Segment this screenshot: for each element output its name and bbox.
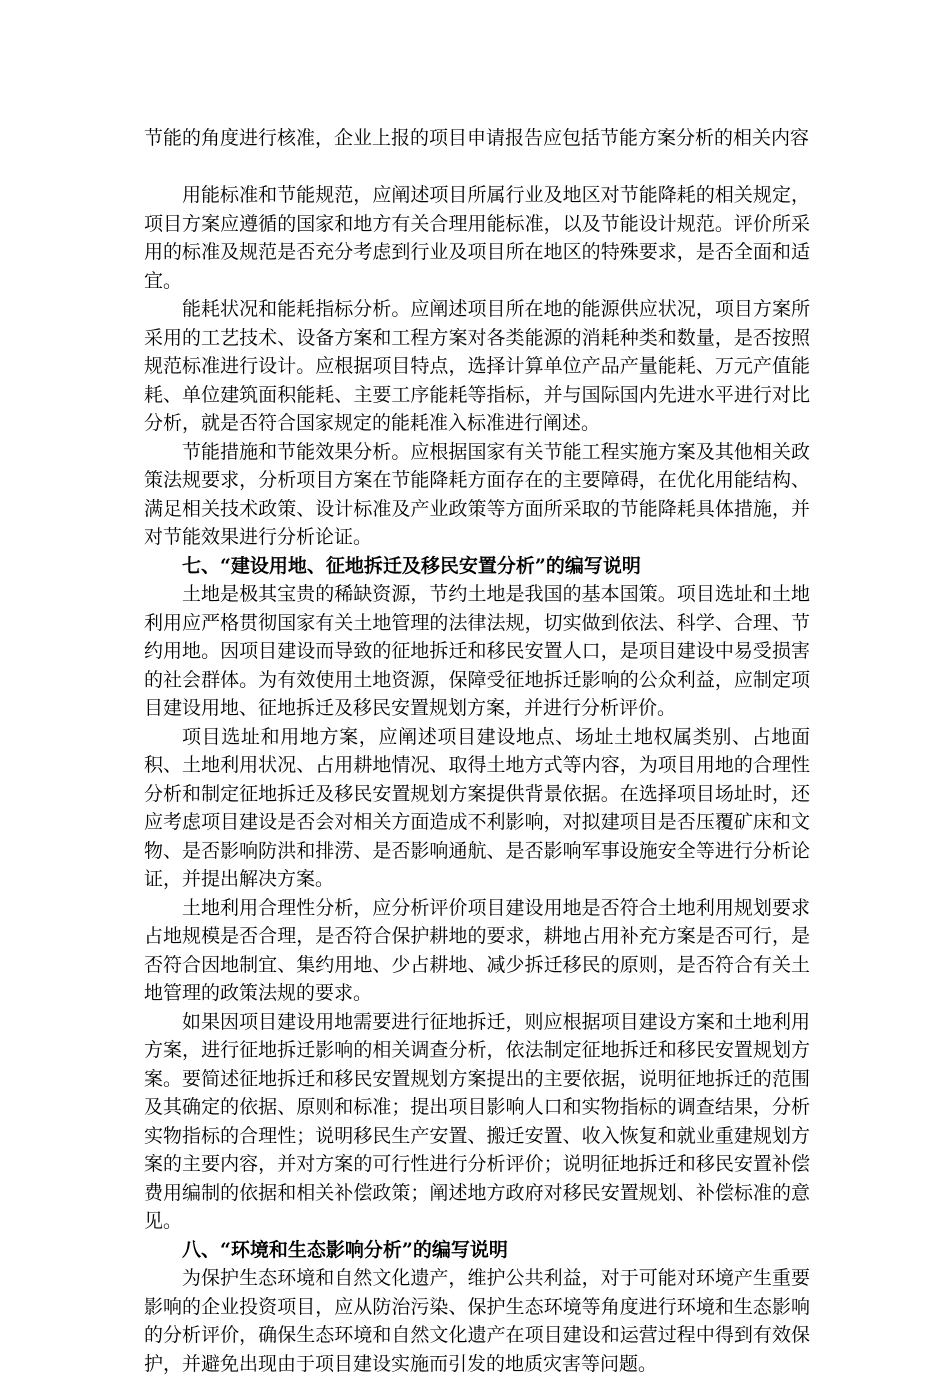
paragraph-relocation: 如果因项目建设用地需要进行征地拆迁，则应根据项目建设方案和土地利用方案，进行征地拆迁影响的相关调查分析，依法制定征地拆迁和移民安置规划方案。要简述征地拆迁和移民安置规划方案提出的主要依据，说明征地拆迁的范围及其确定的依据、原则和标准；提出项目影响人口和实物指标的调查结果，分析实物指标的合理性；说明移民生产安置、搬迁安置、收入恢复和就业重建规划方案的主要内容，并对方案的可行性进行分析评价；说明征地拆迁和移民安置补偿费用编制的依据和相关补偿政策；阐述地方政府对移民安置规划、补偿标准的意见。 bbox=[144, 1010, 810, 1232]
paragraph-land-use-analysis: 土地利用合理性分析，应分析评价项目建设用地是否符合土地利用规划要求占地规模是否合理，是否符合保护耕地的要求，耕地占用补充方案是否可行，是否符合因地制宜、集约用地、少占耕地、减少拆迁移民的原则，是否符合有关土地管理的政策法规的要求。 bbox=[144, 896, 810, 1004]
paragraph-energy-standards: 用能标准和节能规范，应阐述项目所属行业及地区对节能降耗的相关规定，项目方案应遵循的国家和地方有关合理用能标准，以及节能设计规范。评价所采用的标准及规范是否充分考虑到行业及项目所在地区的特殊要求，是否全面和适宜。 bbox=[144, 184, 810, 292]
paragraph-site-selection: 项目选址和用地方案，应阐述项目建设地点、场址土地权属类别、占地面积、土地利用状况、占用耕地情况、取得土地方式等内容，为项目用地的合理性分析和制定征地拆迁及移民安置规划方案提供背景依据。在选择项目场址时，还应考虑项目建设是否会对相关方面造成不利影响，对拟建项目是否压覆矿床和文物、是否影响防洪和排涝、是否影响通航、是否影响军事设施安全等进行分析论证，并提出解决方案。 bbox=[144, 725, 810, 890]
section-heading-7: 七、“建设用地、征地拆迁及移民安置分析”的编写说明 bbox=[182, 554, 641, 577]
paragraph-energy-consumption: 能耗状况和能耗指标分析。应阐述项目所在地的能源供应状况，项目方案所采用的工艺技术、设备方案和工程方案对各类能源的消耗种类和数量，是否按照规范标准进行设计。应根据项目特点，选择计算单位产品产量能耗、万元产值能耗、单位建筑面积能耗、主要工序能耗等指标，并与国际国内先进水平进行对比分析，就是否符合国家规定的能耗准入标准进行阐述。 bbox=[144, 298, 810, 434]
document-page bbox=[144, 124, 810, 1378]
continued-text-line: 节能的角度进行核准，企业上报的项目申请报告应包括节能方案分析的相关内容 bbox=[144, 127, 810, 149]
paragraph-energy-measures: 节能措施和节能效果分析。应根据国家有关节能工程实施方案及其他相关政策法规要求，分析项目方案在节能降耗方面存在的主要障碍，在优化用能结构、满足相关技术政策、设计标准及产业政策等方面所采取的节能降耗具体措施，并对节能效果进行分析论证。 bbox=[144, 440, 810, 548]
paragraph-environment: 为保护生态环境和自然文化遗产，维护公共利益，对于可能对环境产生重要影响的企业投资项目，应从防治污染、保护生态环境等角度进行环境和生态影响的分析评价，确保生态环境和自然文化遗产在项目建设和运营过程中得到有效保护，并避免出现由于项目建设实施而引发的地质灾害等问题。 bbox=[144, 1267, 810, 1375]
section-heading-8: 八、“环境和生态影响分析”的编写说明 bbox=[182, 1238, 508, 1261]
paragraph-land-resources: 土地是极其宝贵的稀缺资源，节约土地是我国的基本国策。项目选址和土地利用应严格贯彻国家有关土地管理的法律法规，切实做到依法、科学、合理、节约用地。因项目建设而导致的征地拆迁和移民安置人口，是项目建设中易受损害的社会群体。为有效使用土地资源，保障受征地拆迁影响的公众利益，应制定项目建设用地、征地拆迁及移民安置规划方案，并进行分析评价。 bbox=[144, 583, 810, 719]
